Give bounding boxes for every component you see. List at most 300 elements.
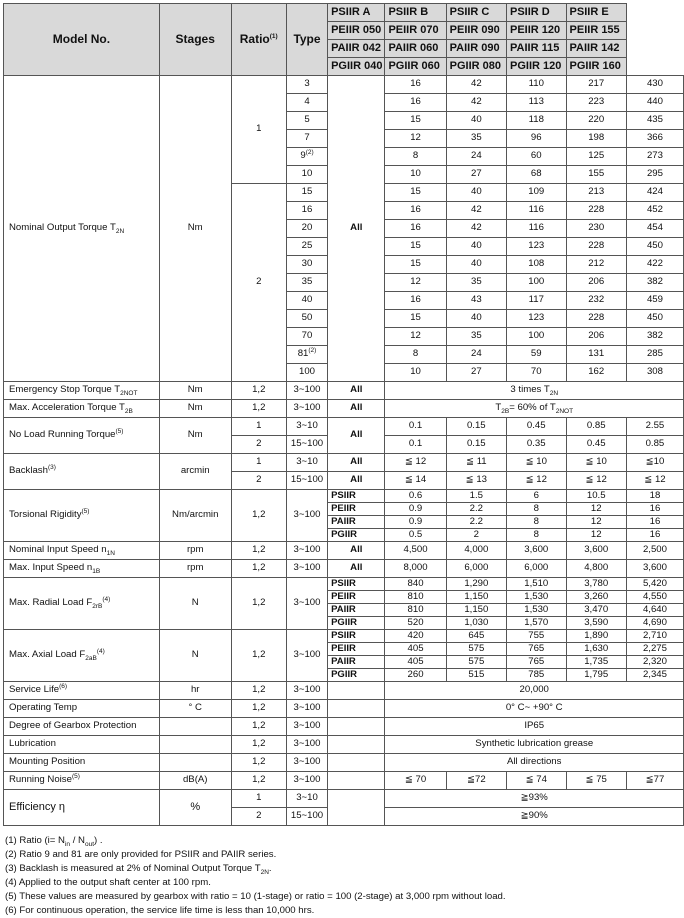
value-cell: 454 bbox=[626, 220, 683, 238]
spec-sheet bbox=[3, 3, 684, 918]
emergency-stop-row bbox=[4, 382, 684, 400]
type-cell: All bbox=[328, 560, 385, 578]
ratio-note: (2) bbox=[308, 347, 317, 355]
value-cell: 405 bbox=[385, 656, 446, 669]
value-cell: 16 bbox=[385, 94, 446, 112]
footnote-4: (4) Applied to the output shaft center at 100 rpm. bbox=[5, 877, 211, 888]
value-cell: 8 bbox=[385, 148, 446, 166]
unit-cell: arcmin bbox=[159, 454, 231, 490]
value-cell: 40 bbox=[446, 310, 506, 328]
unit-cell bbox=[159, 718, 231, 736]
stages-cell: 1,2 bbox=[231, 718, 286, 736]
type-cell bbox=[328, 790, 385, 826]
value-cell: 12 bbox=[385, 328, 446, 346]
value-cell: 4,000 bbox=[446, 542, 506, 560]
value-cell: 42 bbox=[446, 220, 506, 238]
value-cell: 0.15 bbox=[446, 418, 506, 436]
value-cell: 420 bbox=[385, 630, 446, 643]
model-header: PEIIR 090 bbox=[446, 22, 506, 40]
stages-cell: 1,2 bbox=[231, 490, 286, 542]
value-cell: 43 bbox=[446, 292, 506, 310]
ratio-text: 25 bbox=[301, 240, 313, 252]
value-cell: Synthetic lubrication grease bbox=[385, 736, 684, 754]
stages-cell: 1 bbox=[231, 790, 286, 808]
value-cell: 1,510 bbox=[507, 578, 567, 591]
speed-section bbox=[4, 542, 684, 578]
value-cell: 12 bbox=[385, 274, 446, 292]
ratio-cell: 3~100 bbox=[286, 630, 327, 682]
value-cell: 4,550 bbox=[626, 591, 683, 604]
type-cell: All bbox=[328, 542, 385, 560]
value-cell: 198 bbox=[566, 130, 626, 148]
value-cell: 162 bbox=[566, 364, 626, 382]
value-cell: 1,890 bbox=[566, 630, 626, 643]
ratio-text: 100 bbox=[299, 366, 316, 378]
type-cell: All bbox=[328, 382, 385, 400]
value-cell: ≦ 75 bbox=[566, 772, 626, 790]
value-cell: 68 bbox=[507, 166, 567, 184]
ratio-cell: 3~100 bbox=[286, 542, 327, 560]
value-cell: 12 bbox=[566, 503, 626, 516]
row-label bbox=[4, 630, 160, 682]
ratio-text: 70 bbox=[301, 330, 313, 342]
series-type-cell: PGIIR bbox=[328, 669, 385, 682]
unit-cell: N bbox=[159, 630, 231, 682]
ratio-cell bbox=[286, 310, 327, 328]
value-cell: ≦ 10 bbox=[566, 454, 626, 472]
value-sub: 2N bbox=[549, 390, 559, 398]
row-label bbox=[4, 454, 160, 490]
label-text: Max. Acceleration Torque T bbox=[9, 402, 125, 414]
ratio-cell bbox=[286, 328, 327, 346]
ratio-cell: 3~100 bbox=[286, 718, 327, 736]
value-cell: 228 bbox=[566, 310, 626, 328]
row-label bbox=[4, 772, 160, 790]
row-label bbox=[4, 578, 160, 630]
row-label bbox=[4, 490, 160, 542]
model-header: PEIIR 070 bbox=[385, 22, 446, 40]
value-cell: 285 bbox=[626, 346, 683, 364]
stages-cell: 1,2 bbox=[231, 578, 286, 630]
value-cell: ≦77 bbox=[626, 772, 683, 790]
value-cell: 765 bbox=[507, 643, 567, 656]
value-cell: 1,530 bbox=[507, 591, 567, 604]
ratio-cell: 3~100 bbox=[286, 754, 327, 772]
value-cell: 8 bbox=[507, 503, 567, 516]
value-cell: 15 bbox=[385, 310, 446, 328]
type-header: Type bbox=[286, 4, 327, 76]
service-life-row bbox=[4, 682, 684, 700]
label-sub: 1N bbox=[106, 550, 115, 558]
value-cell: 40 bbox=[446, 184, 506, 202]
label-text: Emergency Stop Torque T bbox=[9, 384, 121, 396]
value-cell: 125 bbox=[566, 148, 626, 166]
ratio-cell bbox=[286, 184, 327, 202]
ratio-text: 10 bbox=[301, 168, 313, 180]
ratio-text: 4 bbox=[304, 96, 310, 108]
stages-cell: 1,2 bbox=[231, 560, 286, 578]
type-cell bbox=[328, 736, 385, 754]
value-cell: 515 bbox=[446, 669, 506, 682]
value-cell: 3,600 bbox=[566, 542, 626, 560]
value-cell: 16 bbox=[626, 516, 683, 529]
value-cell: 1,530 bbox=[507, 604, 567, 617]
value-cell: ≦ 10 bbox=[507, 454, 567, 472]
type-cell: All bbox=[328, 400, 385, 418]
type-cell bbox=[328, 772, 385, 790]
value-cell: 0.45 bbox=[507, 418, 567, 436]
value-cell: 24 bbox=[446, 148, 506, 166]
value-cell: 435 bbox=[626, 112, 683, 130]
value-cell: 228 bbox=[566, 238, 626, 256]
value-cell: 100 bbox=[507, 328, 567, 346]
value-cell: 1,150 bbox=[446, 604, 506, 617]
value-cell: 840 bbox=[385, 578, 446, 591]
series-type-cell: PSIIR bbox=[328, 578, 385, 591]
label-note: (5) bbox=[81, 508, 90, 516]
value-cell: 405 bbox=[385, 643, 446, 656]
header-row-1 bbox=[4, 4, 684, 22]
value-cell: 230 bbox=[566, 220, 626, 238]
value-cell: 24 bbox=[446, 346, 506, 364]
model-header: PEIIR 155 bbox=[566, 22, 626, 40]
value-text: 3 times T bbox=[510, 384, 550, 396]
series-type-cell: PGIIR bbox=[328, 617, 385, 630]
value-cell: 3,780 bbox=[566, 578, 626, 591]
value-cell: 40 bbox=[446, 256, 506, 274]
label-text: No Load Running Torque bbox=[9, 429, 116, 441]
general-section bbox=[4, 682, 684, 826]
value-cell: 116 bbox=[507, 220, 567, 238]
value-cell: 123 bbox=[507, 310, 567, 328]
series-type-cell: PGIIR bbox=[328, 529, 385, 542]
model-header: PAIIR 042 bbox=[328, 40, 385, 58]
value-cell: 0.45 bbox=[566, 436, 626, 454]
type-cell bbox=[328, 718, 385, 736]
series-type-cell: PAIIR bbox=[328, 516, 385, 529]
value-text: = 60% of T bbox=[509, 402, 556, 414]
protection-row bbox=[4, 718, 684, 736]
value-cell: ≦ 74 bbox=[507, 772, 567, 790]
value-cell: 0.1 bbox=[385, 436, 446, 454]
ratio-cell: 3~100 bbox=[286, 772, 327, 790]
ratio-text: 40 bbox=[301, 294, 313, 306]
value-cell: 16 bbox=[385, 202, 446, 220]
value-cell: 0.1 bbox=[385, 418, 446, 436]
value-cell: 109 bbox=[507, 184, 567, 202]
model-header: PGIIR 120 bbox=[507, 58, 567, 76]
value-cell: 16 bbox=[385, 76, 446, 94]
note-sub: out bbox=[84, 840, 95, 848]
value-cell: 8 bbox=[507, 516, 567, 529]
value-cell: 70 bbox=[507, 364, 567, 382]
row-label: Efficiency η bbox=[4, 790, 160, 826]
value-cell: 0.5 bbox=[385, 529, 446, 542]
type-cell: All bbox=[328, 454, 385, 472]
value-cell: 2,275 bbox=[626, 643, 683, 656]
value-cell: 645 bbox=[446, 630, 506, 643]
unit-cell bbox=[159, 736, 231, 754]
value-cell: ≦ 12 bbox=[566, 472, 626, 490]
value-cell: 12 bbox=[566, 529, 626, 542]
value-cell: 2,500 bbox=[626, 542, 683, 560]
model-header: PSIIR A bbox=[328, 4, 385, 22]
unit-cell: Nm bbox=[159, 382, 231, 400]
value-cell: 0.85 bbox=[626, 436, 683, 454]
value-text: T bbox=[495, 402, 502, 414]
value-cell: ≦ 11 bbox=[446, 454, 506, 472]
value-cell: 452 bbox=[626, 202, 683, 220]
value-cell: 113 bbox=[507, 94, 567, 112]
value-cell: 16 bbox=[626, 503, 683, 516]
value-cell: 3,260 bbox=[566, 591, 626, 604]
footnote-1 bbox=[5, 834, 684, 848]
value-cell: 424 bbox=[626, 184, 683, 202]
ratio-cell: 3~100 bbox=[286, 682, 327, 700]
note-sub: 2N bbox=[260, 868, 269, 876]
value-cell: 59 bbox=[507, 346, 567, 364]
value-cell: 155 bbox=[566, 166, 626, 184]
value-cell: 118 bbox=[507, 112, 567, 130]
value-cell: 117 bbox=[507, 292, 567, 310]
value-cell: 15 bbox=[385, 256, 446, 274]
ratio-cell: 15~100 bbox=[286, 436, 327, 454]
value-cell: 430 bbox=[626, 76, 683, 94]
row-label bbox=[4, 76, 160, 382]
nominal-input-speed-row bbox=[4, 542, 684, 560]
ratio-cell: 3~100 bbox=[286, 700, 327, 718]
value-cell: 1,290 bbox=[446, 578, 506, 591]
value-cell: 206 bbox=[566, 274, 626, 292]
value-cell: 450 bbox=[626, 238, 683, 256]
value-cell: ≦ 12 bbox=[507, 472, 567, 490]
value-cell: 110 bbox=[507, 76, 567, 94]
ratio-cell bbox=[286, 346, 327, 364]
footnote-5: (5) These values are measured by gearbox with ratio = 10 (1-stage) or ratio = 100 (2-stage) at 3,000 rpm without load. bbox=[5, 891, 506, 902]
value-cell: 12 bbox=[566, 516, 626, 529]
value-cell: 4,800 bbox=[566, 560, 626, 578]
ratio-cell bbox=[286, 238, 327, 256]
unit-cell: rpm bbox=[159, 542, 231, 560]
unit-cell: dB(A) bbox=[159, 772, 231, 790]
label-sub: 2aB bbox=[85, 655, 97, 663]
note-text: ) . bbox=[94, 835, 103, 846]
value-cell: 0.15 bbox=[446, 436, 506, 454]
type-cell: All bbox=[328, 76, 385, 382]
type-cell: All bbox=[328, 418, 385, 454]
value-cell: 440 bbox=[626, 94, 683, 112]
stages-cell: 1 bbox=[231, 454, 286, 472]
ratio-cell: 3~100 bbox=[286, 578, 327, 630]
unit-cell: hr bbox=[159, 682, 231, 700]
row-label bbox=[4, 400, 160, 418]
value-cell bbox=[385, 382, 684, 400]
value-cell: 8 bbox=[507, 529, 567, 542]
footnotes bbox=[3, 834, 684, 918]
stages-header: Stages bbox=[159, 4, 231, 76]
ratio-cell bbox=[286, 202, 327, 220]
value-cell: 8 bbox=[385, 346, 446, 364]
series-type-cell: PAIIR bbox=[328, 604, 385, 617]
row-label bbox=[4, 418, 160, 454]
value-cell: 459 bbox=[626, 292, 683, 310]
value-cell: 785 bbox=[507, 669, 567, 682]
ratio-cell: 3~10 bbox=[286, 790, 327, 808]
lubrication-row bbox=[4, 736, 684, 754]
value-cell: 6,000 bbox=[507, 560, 567, 578]
row-label: Lubrication bbox=[4, 736, 160, 754]
ratio-cell bbox=[286, 364, 327, 382]
ratio-note: (2) bbox=[305, 149, 314, 157]
value-cell: 2.2 bbox=[446, 503, 506, 516]
ratio-text: 9 bbox=[300, 150, 306, 162]
stages-cell: 1,2 bbox=[231, 700, 286, 718]
model-header: PGIIR 080 bbox=[446, 58, 506, 76]
unit-cell: Nm bbox=[159, 76, 231, 382]
model-header: PAIIR 115 bbox=[507, 40, 567, 58]
note-text: (1) Ratio (i= N bbox=[5, 835, 65, 846]
value-cell: 40 bbox=[446, 112, 506, 130]
value-cell: ≦10 bbox=[626, 454, 683, 472]
value-cell: 35 bbox=[446, 130, 506, 148]
model-header: PGIIR 040 bbox=[328, 58, 385, 76]
ratio-text: 81 bbox=[297, 348, 309, 360]
value-cell: 6,000 bbox=[446, 560, 506, 578]
model-header: PAIIR 090 bbox=[446, 40, 506, 58]
series-type-cell: PEIIR bbox=[328, 503, 385, 516]
value-cell: 4,640 bbox=[626, 604, 683, 617]
value-cell: 220 bbox=[566, 112, 626, 130]
ratio-text: 16 bbox=[301, 204, 313, 216]
label-sub: 1B bbox=[92, 568, 101, 576]
stages-cell: 1,2 bbox=[231, 400, 286, 418]
label-text: Nominal Output Torque T bbox=[9, 222, 116, 234]
value-cell: 40 bbox=[446, 238, 506, 256]
ratio-cell bbox=[286, 94, 327, 112]
value-cell: ≦72 bbox=[446, 772, 506, 790]
ratio-cell: 3~100 bbox=[286, 736, 327, 754]
value-cell: 3,590 bbox=[566, 617, 626, 630]
value-cell: 1,735 bbox=[566, 656, 626, 669]
value-cell: 60 bbox=[507, 148, 567, 166]
ratio-cell: 3~100 bbox=[286, 400, 327, 418]
value-cell: 382 bbox=[626, 274, 683, 292]
value-cell: 2 bbox=[446, 529, 506, 542]
value-cell: 810 bbox=[385, 591, 446, 604]
type-cell bbox=[328, 700, 385, 718]
ratio-cell: 15~100 bbox=[286, 472, 327, 490]
ratio-cell bbox=[286, 130, 327, 148]
stages-cell: 2 bbox=[231, 808, 286, 826]
value-cell: 35 bbox=[446, 328, 506, 346]
value-cell: 223 bbox=[566, 94, 626, 112]
value-cell: 10 bbox=[385, 166, 446, 184]
value-cell: 2,345 bbox=[626, 669, 683, 682]
value-cell: 755 bbox=[507, 630, 567, 643]
row-label bbox=[4, 382, 160, 400]
value-cell: 0.9 bbox=[385, 503, 446, 516]
label-note: (5) bbox=[71, 773, 80, 781]
value-cell: 228 bbox=[566, 202, 626, 220]
label-sub: 2rB bbox=[92, 603, 103, 611]
stages-cell: 1,2 bbox=[231, 682, 286, 700]
value-cell: 1,150 bbox=[446, 591, 506, 604]
value-cell: 8,000 bbox=[385, 560, 446, 578]
value-cell: 0.35 bbox=[507, 436, 567, 454]
value-cell: 4,500 bbox=[385, 542, 446, 560]
row-label bbox=[4, 560, 160, 578]
model-header: PSIIR D bbox=[507, 4, 567, 22]
max-acceleration-row bbox=[4, 400, 684, 418]
model-header: PGIIR 060 bbox=[385, 58, 446, 76]
ratio-cell bbox=[286, 112, 327, 130]
value-cell: 4,690 bbox=[626, 617, 683, 630]
label-text: Nominal Input Speed n bbox=[9, 544, 107, 556]
ratio-cell bbox=[286, 292, 327, 310]
value-cell: 212 bbox=[566, 256, 626, 274]
ratio-header-text: Ratio bbox=[239, 32, 270, 47]
footnote-3 bbox=[5, 862, 684, 876]
value-cell: ≦ 14 bbox=[385, 472, 446, 490]
ratio-text: 50 bbox=[301, 312, 313, 324]
value-cell: 20,000 bbox=[385, 682, 684, 700]
label-text: Max. Axial Load F bbox=[9, 649, 86, 661]
value-sub: 2NOT bbox=[555, 408, 574, 416]
label-sub: 2B bbox=[124, 408, 133, 416]
stages-cell: 1,2 bbox=[231, 630, 286, 682]
model-header: PEIIR 120 bbox=[507, 22, 567, 40]
value-cell: 260 bbox=[385, 669, 446, 682]
ratio-cell bbox=[286, 256, 327, 274]
value-cell: 0° C~ +90° C bbox=[385, 700, 684, 718]
value-cell: 96 bbox=[507, 130, 567, 148]
stages-cell: 2 bbox=[231, 184, 286, 382]
label-note: (4) bbox=[96, 648, 105, 656]
nominal-torque-row bbox=[4, 76, 684, 94]
unit-cell: Nm/arcmin bbox=[159, 490, 231, 542]
value-cell: 1,030 bbox=[446, 617, 506, 630]
value-cell: 366 bbox=[626, 130, 683, 148]
value-cell: 16 bbox=[385, 220, 446, 238]
row-label: Degree of Gearbox Protection bbox=[4, 718, 160, 736]
torsional-section bbox=[4, 490, 684, 542]
radial-load-row bbox=[4, 578, 684, 591]
value-cell: 42 bbox=[446, 94, 506, 112]
value-cell: 450 bbox=[626, 310, 683, 328]
mounting-row bbox=[4, 754, 684, 772]
footnote-6: (6) For continuous operation, the service life time is less than 10,000 hrs. bbox=[5, 905, 315, 916]
value-cell: 308 bbox=[626, 364, 683, 382]
unit-cell: Nm bbox=[159, 400, 231, 418]
ratio-header bbox=[231, 4, 286, 76]
value-cell: 273 bbox=[626, 148, 683, 166]
footnote-2: (2) Ratio 9 and 81 are only provided for PSIIR and PAIIR series. bbox=[5, 849, 277, 860]
value-cell: 295 bbox=[626, 166, 683, 184]
type-cell bbox=[328, 754, 385, 772]
value-cell: 2.2 bbox=[446, 516, 506, 529]
value-cell: 35 bbox=[446, 274, 506, 292]
row-label bbox=[4, 542, 160, 560]
value-cell: ≦ 12 bbox=[385, 454, 446, 472]
model-header: PGIIR 160 bbox=[566, 58, 626, 76]
value-cell: 217 bbox=[566, 76, 626, 94]
value-cell: 1,630 bbox=[566, 643, 626, 656]
note-text: (3) Backlash is measured at 2% of Nominal Output Torque T bbox=[5, 863, 261, 874]
efficiency-row-1 bbox=[4, 790, 684, 808]
value-cell: ≧93% bbox=[385, 790, 684, 808]
model-no-header: Model No. bbox=[4, 4, 160, 76]
type-cell bbox=[328, 682, 385, 700]
